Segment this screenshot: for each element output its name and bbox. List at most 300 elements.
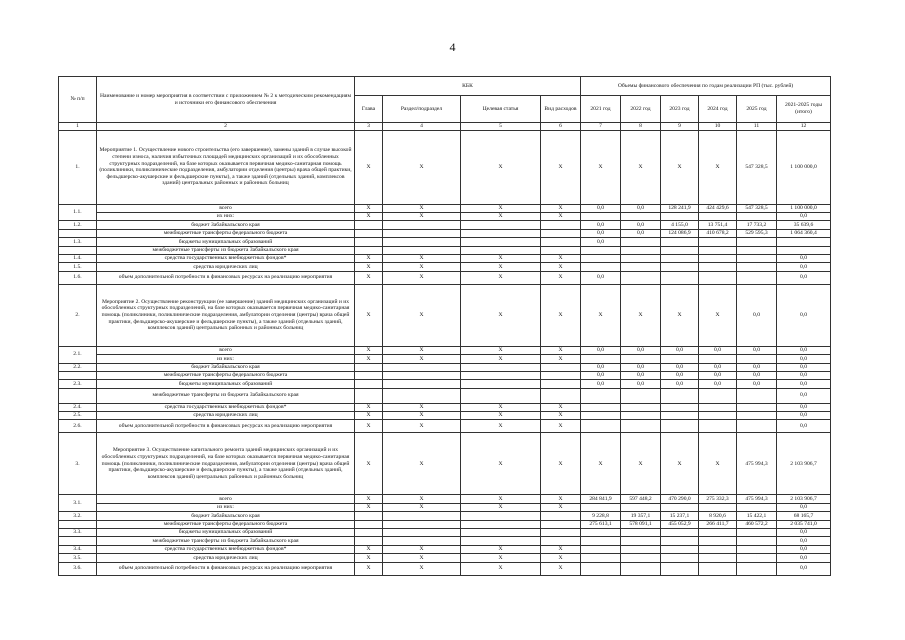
year-value-cell	[699, 529, 737, 537]
row-number: 2.4.	[59, 403, 97, 411]
row-number: 1.1.	[59, 204, 97, 221]
row-name: межбюджетные трансферты федерального бюджета	[97, 229, 355, 237]
year-value-cell: 124 086,9	[661, 229, 699, 237]
header-year-col: 2024 год	[699, 96, 737, 123]
table-row	[59, 371, 831, 379]
row-name: средства государственных внебюджетных фондов*	[97, 403, 355, 411]
year-value-cell	[737, 388, 777, 403]
year-value-cell: 410 678,2	[699, 229, 737, 237]
row-name: Мероприятие 1. Осуществление нового строительства (его завершение), замены зданий в случае высокой степени износа, наличия избыточных площадей медицинских организаций и их обособленных структурных подразделений, на базе которых оказывается первичная медико-санитарная помощь (поликлиники, поликлинические подразделения, амбулатории отделения (центры) врача общей практики, фельдшерско-акушерские и фельдшерские пункты), а также зданий (отдельных зданий, комплексов зданий) центральных районных и районных больниц	[97, 130, 355, 204]
year-value-cell	[661, 254, 699, 262]
year-value-cell	[737, 263, 777, 271]
year-value-cell	[737, 271, 777, 284]
year-value-cell	[581, 545, 621, 553]
row-number: 3.6.	[59, 562, 97, 575]
kbk-cell: X	[355, 403, 383, 411]
year-value-cell: 0,0	[581, 380, 621, 388]
column-number: 8	[621, 123, 661, 131]
row-number: 2.5.	[59, 412, 97, 420]
kbk-cell	[461, 380, 541, 388]
year-value-cell: X	[699, 130, 737, 204]
kbk-cell: X	[541, 212, 581, 220]
year-value-cell: 9 228,8	[581, 512, 621, 520]
year-value-cell: 0,0	[581, 229, 621, 237]
kbk-cell: X	[461, 545, 541, 553]
year-value-cell	[737, 212, 777, 220]
kbk-cell	[541, 388, 581, 403]
kbk-cell	[541, 238, 581, 246]
kbk-cell: X	[541, 562, 581, 575]
year-value-cell	[581, 537, 621, 545]
kbk-cell: X	[461, 263, 541, 271]
row-name: бюджеты муниципальных образований	[97, 238, 355, 246]
row-name: из них:	[97, 503, 355, 511]
row-number	[59, 388, 97, 403]
kbk-cell: X	[383, 545, 461, 553]
row-name: межбюджетные трансферты федерального бюджета	[97, 371, 355, 379]
year-value-cell	[737, 529, 777, 537]
year-value-cell: 0,0	[581, 271, 621, 284]
header-year-col: 2021 год	[581, 96, 621, 123]
year-value-cell	[737, 503, 777, 511]
year-value-cell	[621, 503, 661, 511]
kbk-cell	[461, 229, 541, 237]
header-name: Наименование и номер мероприятия в соответствии с приложением № 2 к методическим рекомендациям и источники его финансового обеспечения	[97, 77, 355, 123]
year-value-cell: 424 429,6	[699, 204, 737, 212]
kbk-cell	[383, 246, 461, 254]
header-kbk-col: Глава	[355, 96, 383, 123]
year-value-cell	[621, 420, 661, 433]
year-value-cell: 284 841,9	[581, 495, 621, 503]
year-value-cell	[621, 246, 661, 254]
kbk-cell	[383, 221, 461, 229]
year-value-cell: 0,0	[777, 363, 831, 371]
year-value-cell	[621, 388, 661, 403]
kbk-cell: X	[383, 284, 461, 346]
kbk-cell: X	[541, 433, 581, 495]
kbk-cell: X	[383, 346, 461, 354]
kbk-cell: X	[383, 562, 461, 575]
year-value-cell	[661, 554, 699, 562]
year-value-cell	[699, 238, 737, 246]
year-value-cell: 475 994,3	[737, 433, 777, 495]
year-value-cell	[621, 263, 661, 271]
year-value-cell	[581, 503, 621, 511]
table-row	[59, 403, 831, 411]
year-value-cell	[737, 254, 777, 262]
kbk-cell	[355, 380, 383, 388]
kbk-cell: X	[383, 554, 461, 562]
financing-table	[58, 76, 831, 576]
kbk-cell	[461, 238, 541, 246]
year-value-cell	[699, 355, 737, 363]
year-value-cell: 0,0	[777, 412, 831, 420]
kbk-cell	[541, 380, 581, 388]
kbk-cell: X	[461, 130, 541, 204]
column-numbers-row	[59, 123, 831, 131]
column-number: 12	[777, 123, 831, 131]
row-number: 2.1.	[59, 346, 97, 363]
row-name: объем дополнительной потребности в финансовых ресурсах на реализацию мероприятия	[97, 420, 355, 433]
year-value-cell	[737, 246, 777, 254]
kbk-cell	[461, 537, 541, 545]
year-value-cell	[699, 545, 737, 553]
year-value-cell	[737, 545, 777, 553]
kbk-cell	[383, 388, 461, 403]
kbk-cell: X	[461, 271, 541, 284]
year-value-cell	[661, 246, 699, 254]
kbk-cell: X	[541, 503, 581, 511]
row-name: бюджеты муниципальных образований	[97, 380, 355, 388]
column-number: 1	[59, 123, 97, 131]
column-number: 2	[97, 123, 355, 131]
year-value-cell	[581, 246, 621, 254]
kbk-cell: X	[383, 204, 461, 212]
kbk-cell: X	[355, 355, 383, 363]
kbk-cell: X	[355, 346, 383, 354]
column-number: 11	[737, 123, 777, 131]
year-value-cell: 0,0	[737, 380, 777, 388]
kbk-cell	[461, 529, 541, 537]
kbk-cell: X	[541, 420, 581, 433]
kbk-cell: X	[541, 204, 581, 212]
kbk-cell	[461, 388, 541, 403]
kbk-cell	[461, 520, 541, 528]
kbk-cell: X	[355, 204, 383, 212]
kbk-cell: X	[541, 254, 581, 262]
year-value-cell	[581, 263, 621, 271]
year-value-cell: 17 733,2	[737, 221, 777, 229]
kbk-cell	[461, 363, 541, 371]
header-volumes: Объемы финансового обеспечения по годам реализации РП (тыс. рублей)	[581, 77, 831, 96]
row-name: из них:	[97, 355, 355, 363]
row-number	[59, 520, 97, 528]
table-row	[59, 380, 831, 388]
year-value-cell: X	[621, 284, 661, 346]
kbk-cell	[383, 363, 461, 371]
kbk-cell: X	[355, 503, 383, 511]
kbk-cell	[541, 229, 581, 237]
year-value-cell	[661, 212, 699, 220]
year-value-cell: 2 103 906,7	[777, 433, 831, 495]
year-value-cell: 0,0	[581, 346, 621, 354]
row-number: 1.4.	[59, 254, 97, 262]
year-value-cell	[621, 355, 661, 363]
table-body	[59, 130, 831, 575]
row-name: межбюджетные трансферты из бюджета Забайкальского края	[97, 246, 355, 254]
kbk-cell	[383, 238, 461, 246]
year-value-cell	[621, 238, 661, 246]
year-value-cell	[737, 537, 777, 545]
row-name: межбюджетные трансферты федерального бюджета	[97, 520, 355, 528]
row-name: бюджеты муниципальных образований	[97, 529, 355, 537]
row-name: объем дополнительной потребности в финансовых ресурсах на реализацию мероприятия	[97, 562, 355, 575]
kbk-cell: X	[541, 263, 581, 271]
year-value-cell: 0,0	[661, 346, 699, 354]
kbk-cell: X	[355, 212, 383, 220]
column-number: 10	[699, 123, 737, 131]
year-value-cell	[661, 529, 699, 537]
year-value-cell	[699, 503, 737, 511]
table-row	[59, 204, 831, 212]
year-value-cell: 460 572,2	[737, 520, 777, 528]
year-value-cell: 0,0	[777, 403, 831, 411]
kbk-cell	[541, 512, 581, 520]
year-value-cell	[661, 403, 699, 411]
column-number: 5	[461, 123, 541, 131]
year-value-cell: 8 920,6	[699, 512, 737, 520]
year-value-cell: 0,0	[777, 420, 831, 433]
year-value-cell: X	[661, 284, 699, 346]
year-value-cell: X	[581, 433, 621, 495]
year-value-cell	[699, 254, 737, 262]
year-value-cell: 0,0	[581, 238, 621, 246]
table-row	[59, 545, 831, 553]
row-name: всего	[97, 495, 355, 503]
year-value-cell	[621, 412, 661, 420]
kbk-cell	[541, 520, 581, 528]
row-name: межбюджетные трансферты из бюджета Забайкальского края	[97, 537, 355, 545]
year-value-cell	[699, 212, 737, 220]
row-number: 3.4.	[59, 545, 97, 553]
kbk-cell: X	[461, 433, 541, 495]
row-number: 2.2.	[59, 363, 97, 371]
row-number: 2.6.	[59, 420, 97, 433]
year-value-cell: 0,0	[581, 371, 621, 379]
year-value-cell: 266 411,7	[699, 520, 737, 528]
kbk-cell: X	[541, 271, 581, 284]
year-value-cell	[699, 554, 737, 562]
kbk-cell	[541, 221, 581, 229]
year-value-cell: 68 165,7	[777, 512, 831, 520]
year-value-cell: 547 328,5	[737, 204, 777, 212]
year-value-cell	[777, 238, 831, 246]
row-number: 1.3.	[59, 238, 97, 246]
year-value-cell: 0,0	[777, 212, 831, 220]
kbk-cell: X	[383, 130, 461, 204]
kbk-cell	[355, 363, 383, 371]
kbk-cell: X	[541, 412, 581, 420]
table-row	[59, 212, 831, 220]
year-value-cell: 0,0	[699, 363, 737, 371]
year-value-cell: 13 751,4	[699, 221, 737, 229]
kbk-cell: X	[355, 263, 383, 271]
year-value-cell: 1 100 000,0	[777, 130, 831, 204]
year-value-cell: X	[661, 130, 699, 204]
table-row	[59, 520, 831, 528]
row-number: 1.2.	[59, 221, 97, 229]
year-value-cell: 0,0	[777, 388, 831, 403]
kbk-cell	[355, 520, 383, 528]
year-value-cell: 0,0	[777, 562, 831, 575]
year-value-cell: 0,0	[581, 204, 621, 212]
kbk-cell: X	[541, 284, 581, 346]
table-row	[59, 512, 831, 520]
kbk-cell: X	[541, 554, 581, 562]
year-value-cell	[699, 412, 737, 420]
row-name: средства юридических лиц	[97, 412, 355, 420]
kbk-cell	[541, 529, 581, 537]
kbk-cell: X	[461, 403, 541, 411]
row-number: 3.2.	[59, 512, 97, 520]
kbk-cell	[355, 512, 383, 520]
kbk-cell: X	[383, 212, 461, 220]
kbk-cell	[541, 537, 581, 545]
year-value-cell: 0,0	[621, 229, 661, 237]
year-value-cell	[699, 537, 737, 545]
kbk-cell: X	[383, 355, 461, 363]
kbk-cell: X	[461, 420, 541, 433]
year-value-cell: X	[699, 433, 737, 495]
year-value-cell: 0,0	[621, 371, 661, 379]
year-value-cell: 15 422,1	[737, 512, 777, 520]
row-name: объем дополнительной потребности в финансовых ресурсах на реализацию мероприятия	[97, 271, 355, 284]
year-value-cell	[581, 355, 621, 363]
row-number: 1.	[59, 130, 97, 204]
table-row	[59, 284, 831, 346]
row-number: 1.5.	[59, 263, 97, 271]
kbk-cell	[383, 520, 461, 528]
year-value-cell	[621, 554, 661, 562]
header-num: № п/п	[59, 77, 97, 123]
year-value-cell: 1 064 360,4	[777, 229, 831, 237]
table-row	[59, 495, 831, 503]
year-value-cell	[699, 263, 737, 271]
year-value-cell: 0,0	[777, 554, 831, 562]
year-value-cell: X	[621, 130, 661, 204]
column-number: 7	[581, 123, 621, 131]
year-value-cell	[581, 403, 621, 411]
kbk-cell: X	[461, 554, 541, 562]
year-value-cell: 0,0	[777, 346, 831, 354]
kbk-cell: X	[461, 412, 541, 420]
row-name: средства юридических лиц	[97, 554, 355, 562]
year-value-cell	[621, 271, 661, 284]
year-value-cell: 547 328,5	[737, 130, 777, 204]
kbk-cell: X	[383, 403, 461, 411]
year-value-cell	[661, 388, 699, 403]
row-name: средства государственных внебюджетных фондов*	[97, 254, 355, 262]
year-value-cell: 0,0	[621, 380, 661, 388]
year-value-cell	[581, 420, 621, 433]
kbk-cell	[355, 221, 383, 229]
kbk-cell	[461, 512, 541, 520]
kbk-cell	[355, 529, 383, 537]
kbk-cell: X	[461, 503, 541, 511]
row-name: всего	[97, 204, 355, 212]
table-row	[59, 263, 831, 271]
year-value-cell	[581, 412, 621, 420]
year-value-cell: 35 639,6	[777, 221, 831, 229]
year-value-cell: X	[581, 284, 621, 346]
year-value-cell	[737, 412, 777, 420]
kbk-cell	[355, 371, 383, 379]
column-number: 3	[355, 123, 383, 131]
kbk-cell: X	[541, 355, 581, 363]
kbk-cell: X	[383, 433, 461, 495]
kbk-cell: X	[383, 263, 461, 271]
table-row	[59, 420, 831, 433]
kbk-cell: X	[383, 271, 461, 284]
year-value-cell: 0,0	[737, 371, 777, 379]
year-value-cell	[621, 537, 661, 545]
kbk-cell: X	[383, 420, 461, 433]
row-name: всего	[97, 346, 355, 354]
year-value-cell	[621, 545, 661, 553]
header-kbk-col: Раздел/подраздел	[383, 96, 461, 123]
year-value-cell	[737, 562, 777, 575]
kbk-cell: X	[461, 495, 541, 503]
table-row	[59, 363, 831, 371]
row-name: средства юридических лиц	[97, 263, 355, 271]
kbk-cell	[541, 246, 581, 254]
column-number: 9	[661, 123, 699, 131]
year-value-cell	[661, 420, 699, 433]
row-name: бюджет Забайкальского края	[97, 363, 355, 371]
year-value-cell: 0,0	[621, 346, 661, 354]
table-row	[59, 355, 831, 363]
year-value-cell	[699, 246, 737, 254]
table-row	[59, 554, 831, 562]
kbk-cell	[383, 380, 461, 388]
year-value-cell	[621, 529, 661, 537]
year-value-cell: 0,0	[621, 221, 661, 229]
year-value-cell: X	[661, 433, 699, 495]
kbk-cell	[383, 512, 461, 520]
kbk-cell	[355, 229, 383, 237]
row-name: бюджет Забайкальского края	[97, 512, 355, 520]
row-number	[59, 229, 97, 237]
year-value-cell: 0,0	[737, 346, 777, 354]
year-value-cell: 15 237,1	[661, 512, 699, 520]
year-value-cell: 529 595,3	[737, 229, 777, 237]
year-value-cell: 455 052,9	[661, 520, 699, 528]
kbk-cell: X	[355, 420, 383, 433]
year-value-cell: 19 357,1	[621, 512, 661, 520]
kbk-cell: X	[461, 212, 541, 220]
year-value-cell	[621, 212, 661, 220]
year-value-cell	[661, 545, 699, 553]
year-value-cell: 475 994,3	[737, 495, 777, 503]
header-kbk-col: Вид расходов	[541, 96, 581, 123]
header-year-col: 2025 год	[737, 96, 777, 123]
kbk-cell: X	[541, 130, 581, 204]
year-value-cell: 0,0	[699, 371, 737, 379]
kbk-cell: X	[355, 130, 383, 204]
year-value-cell: 4 155,0	[661, 221, 699, 229]
kbk-cell	[541, 371, 581, 379]
year-value-cell	[699, 388, 737, 403]
year-value-cell: 1 100 000,0	[777, 204, 831, 212]
row-number	[59, 371, 97, 379]
year-value-cell: 0,0	[777, 380, 831, 388]
kbk-cell	[355, 388, 383, 403]
year-value-cell	[699, 403, 737, 411]
year-value-cell	[581, 388, 621, 403]
row-number: 3.3.	[59, 529, 97, 537]
kbk-cell: X	[461, 284, 541, 346]
year-value-cell: 0,0	[777, 355, 831, 363]
year-value-cell	[621, 254, 661, 262]
year-value-cell: 2 103 906,7	[777, 495, 831, 503]
kbk-cell	[461, 221, 541, 229]
table-row	[59, 433, 831, 495]
year-value-cell: 128 241,9	[661, 204, 699, 212]
year-value-cell	[737, 420, 777, 433]
year-value-cell: 0,0	[777, 284, 831, 346]
row-name: бюджет Забайкальского края	[97, 221, 355, 229]
table-row	[59, 271, 831, 284]
